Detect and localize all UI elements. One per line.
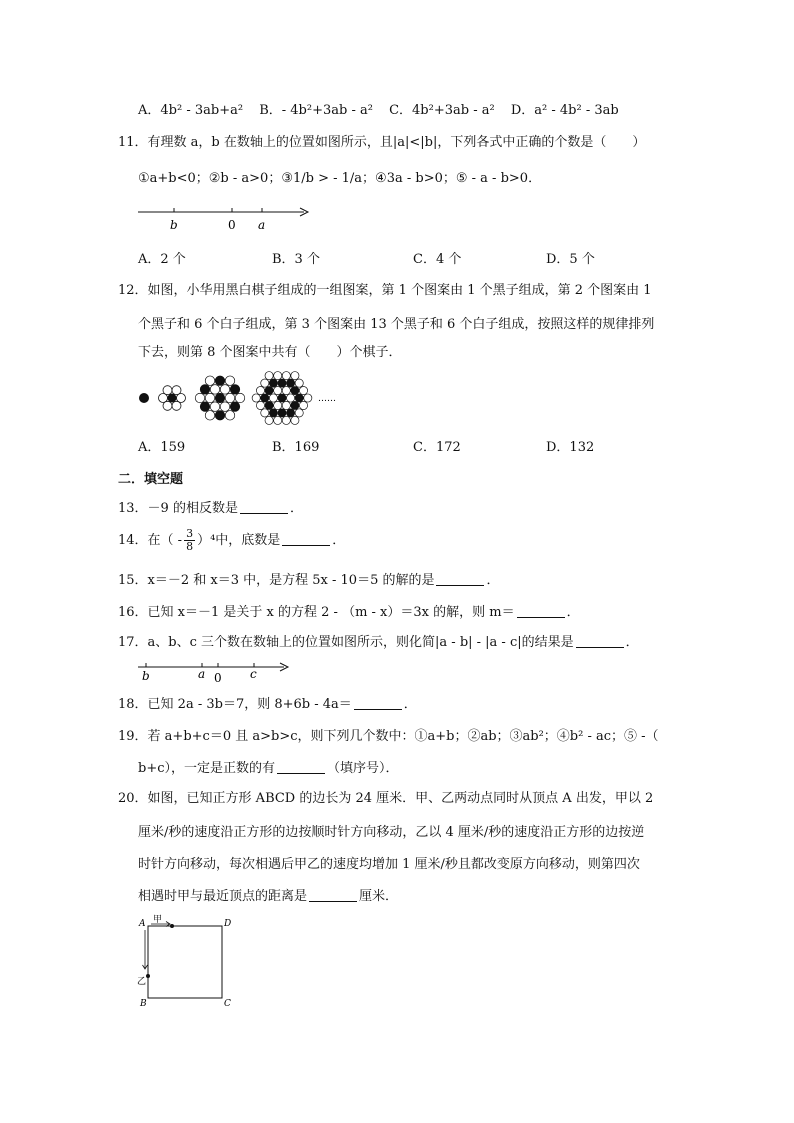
q20-line3: 时针方向移动，每次相遇后甲乙的速度均增加 1 厘米/秒且都改变原方向移动，则第四次 — [138, 857, 640, 872]
white-stone — [210, 385, 220, 395]
q12-choice-d: D．132 — [546, 440, 595, 455]
white-stone — [287, 394, 295, 402]
q15 — [118, 572, 500, 590]
q14-denominator: 8 — [186, 540, 194, 553]
yi-label: 乙 — [137, 977, 147, 987]
q17-blank — [576, 635, 624, 648]
white-stone — [225, 376, 235, 386]
q19-blank — [277, 761, 325, 774]
white-stone — [256, 401, 264, 409]
q13-blank — [240, 501, 288, 514]
black-stone — [265, 386, 273, 394]
q20-blank — [309, 889, 357, 902]
q20-line2: 厘米/秒的速度沿正方形的边按顺时针方向移动，乙以 4 厘米/秒的速度沿正方形的边按逆 — [138, 825, 645, 840]
q20-line4a: 相遇时甲与最近顶点的距离是 — [138, 889, 308, 904]
white-stone — [304, 394, 312, 402]
black-stone — [287, 409, 295, 417]
q14 — [118, 528, 345, 554]
q17-label-c: c — [250, 667, 257, 681]
q19-line2 — [138, 760, 399, 778]
black-stone — [278, 394, 286, 402]
q20-line4b: 厘米． — [359, 889, 399, 904]
q11-label-0: 0 — [228, 218, 236, 232]
pattern1-black-stone — [139, 393, 149, 403]
white-stone — [282, 386, 290, 394]
white-stone — [235, 393, 245, 403]
black-stone — [269, 409, 277, 417]
black-stone — [261, 394, 269, 402]
white-stone — [265, 372, 273, 380]
q10-choice-b: B．- 4b²+3ab - a² — [259, 103, 373, 118]
q14-pre: 14．在（ - — [118, 533, 183, 548]
section-fill-in-title: 二．填空题 — [118, 472, 184, 487]
white-stone — [299, 386, 307, 394]
pattern3 — [195, 376, 245, 420]
white-stone — [261, 379, 269, 387]
white-stone — [195, 393, 205, 403]
white-stone — [274, 401, 282, 409]
q15-text: 15．x＝－2 和 x＝3 中，是方程 5x - 10＝5 的解的是 — [118, 573, 435, 588]
white-stone — [282, 372, 290, 380]
q20-line4 — [138, 888, 398, 906]
black-stone — [200, 402, 210, 412]
black-stone — [200, 385, 210, 395]
black-stone — [278, 379, 286, 387]
q14-period: ． — [332, 533, 346, 548]
q18-blank — [354, 697, 402, 710]
white-stone — [299, 401, 307, 409]
square-abcd — [148, 926, 222, 998]
q16-text: 16．已知 x＝－1 是关于 x 的方程 2 - （m - x）＝3x 的解，则 m＝ — [118, 605, 515, 620]
q16-period: ． — [566, 605, 580, 620]
q20-square-figure — [136, 912, 246, 1012]
white-stone — [269, 394, 277, 402]
black-stone — [215, 411, 225, 421]
white-stone — [225, 411, 235, 421]
q13-text: 13．－9 的相反数是 — [118, 501, 238, 516]
q12-choice-a: A．159 — [138, 440, 186, 455]
q15-blank — [436, 573, 484, 586]
q12-choice-b: B．169 — [272, 440, 320, 455]
q17-number-line — [136, 658, 296, 686]
q12-line3: 下去，则第 8 个图案中共有（ ）个棋子． — [138, 345, 402, 360]
black-stone — [230, 385, 240, 395]
white-stone — [274, 416, 282, 424]
q17-text: 17．a、b、c 三个数在数轴上的位置如图所示，则化简|a - b| - |a - c|的结果是 — [118, 635, 574, 650]
q11-items: ①a+b<0；②b - a>0；③1/b > - 1/a；④3a - b>0；⑤ - a - b>0． — [138, 171, 542, 186]
q17-period: ． — [625, 635, 639, 650]
yi-point — [146, 974, 150, 978]
q11-choice-a: A．2 个 — [138, 252, 186, 267]
black-stone — [287, 379, 295, 387]
q12-line2: 个黑子和 6 个白子组成，第 3 个图案由 13 个黑子和 6 个白子组成，按照这样的规律排列 — [138, 317, 655, 332]
vertex-c-label: C — [224, 999, 231, 1009]
vertex-b-label: B — [140, 999, 147, 1009]
jia-point — [170, 924, 174, 928]
q10-choice-c: C．4b²+3ab - a² — [389, 103, 495, 118]
white-stone — [205, 376, 215, 386]
q12-ellipsis: …… — [318, 394, 336, 404]
q10-choice-a: A．4b² - 3ab+a² — [138, 103, 244, 118]
q14-fraction — [184, 528, 195, 553]
q14-numerator: 3 — [186, 527, 194, 540]
q10-choice-d: D．a² - 4b² - 3ab — [510, 103, 619, 118]
white-stone — [210, 402, 220, 412]
black-stone — [215, 376, 225, 386]
q15-period: ． — [486, 573, 500, 588]
q20-line1: 20．如图，已知正方形 ABCD 的边长为 24 厘米．甲、乙两动点同时从顶点 A 出发，甲以 2 — [118, 791, 654, 806]
q17 — [118, 634, 639, 652]
q17-label-0: 0 — [214, 671, 222, 685]
q18 — [118, 696, 417, 714]
q12-line1: 12．如图，小华用黑白棋子组成的一组图案，第 1 个图案由 1 个黑子组成，第 2 个图案由 1 — [118, 283, 652, 298]
q10-choices — [138, 102, 619, 120]
white-stone — [256, 386, 264, 394]
white-stone — [274, 386, 282, 394]
q18-text: 18．已知 2a - 3b＝7，则 8+6b - 4a＝ — [118, 697, 352, 712]
pattern2 — [159, 386, 186, 411]
q19-line2b: （填序号）． — [327, 761, 399, 776]
white-stone — [220, 402, 230, 412]
q18-period: ． — [403, 697, 417, 712]
black-stone — [291, 401, 299, 409]
jia-label: 甲 — [153, 915, 163, 925]
q11-stem: 11．有理数 a，b 在数轴上的位置如图所示，且|a|<|b|，下列各式中正确的个数是（ ） — [118, 135, 646, 150]
q13-period: ． — [289, 501, 303, 516]
black-stone — [291, 386, 299, 394]
q19-line2a: b+c），一定是正数的有 — [138, 761, 275, 776]
q17-label-a: a — [198, 667, 206, 681]
q11-choice-b: B．3 个 — [272, 252, 320, 267]
black-stone — [269, 379, 277, 387]
q11-label-b: b — [170, 218, 178, 232]
black-stone — [230, 402, 240, 412]
white-stone — [265, 416, 273, 424]
q17-label-b: b — [142, 669, 150, 683]
white-stone — [295, 409, 303, 417]
q16-blank — [517, 605, 565, 618]
black-stone — [215, 393, 225, 403]
q11-label-a: a — [258, 218, 266, 232]
white-stone — [205, 411, 215, 421]
white-stone — [291, 372, 299, 380]
q13 — [118, 500, 303, 518]
pattern4 — [252, 372, 312, 425]
q12-pattern-figure — [134, 368, 344, 426]
white-stone — [252, 394, 260, 402]
white-stone — [295, 379, 303, 387]
white-stone — [291, 416, 299, 424]
q19-line1: 19．若 a+b+c＝0 且 a>b>c，则下列几个数中：①a+b；②ab；③ab²；④b² - ac；⑤ -（ — [118, 729, 659, 744]
q16 — [118, 604, 580, 622]
black-stone — [295, 394, 303, 402]
white-stone — [261, 409, 269, 417]
white-stone — [225, 393, 235, 403]
white-stone — [282, 401, 290, 409]
black-stone — [265, 401, 273, 409]
vertex-d-label: D — [224, 919, 232, 929]
white-stone — [220, 385, 230, 395]
white-stone — [205, 393, 215, 403]
q14-blank — [282, 533, 330, 546]
vertex-a-label: A — [139, 919, 146, 929]
q11-choice-d: D．5 个 — [546, 252, 595, 267]
white-stone — [282, 416, 290, 424]
q14-post: ）⁴中，底数是 — [197, 533, 281, 548]
q11-choice-c: C．4 个 — [413, 252, 462, 267]
black-stone — [278, 409, 286, 417]
q11-number-line — [136, 200, 316, 236]
q12-choice-c: C．172 — [413, 440, 461, 455]
white-stone — [274, 372, 282, 380]
